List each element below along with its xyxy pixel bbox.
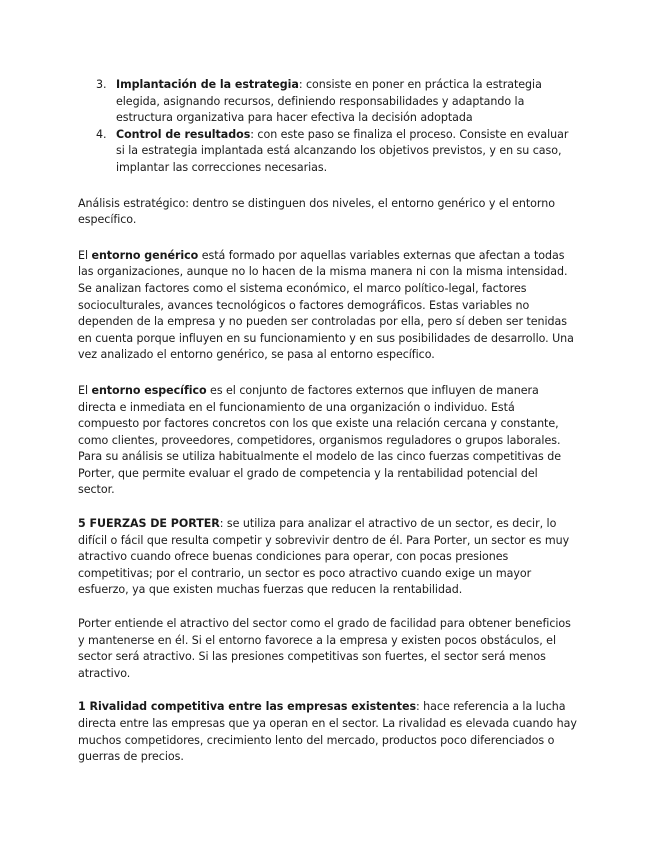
paragraph-text: : hace referencia a la lucha directa entre las empresas que ya operan en el sector. La rivalidad es elevada cuando hay muchos competidores, crecimiento lento del mercado, productos poco diferenciados o guerras de precios. — [78, 700, 577, 764]
paragraph-text: : se utiliza para analizar el atractivo de un sector, es decir, lo difícil o fácil que resulta competir y sobrevivir dentro de él. Para Porter, un sector es muy atractivo cuando ofrece buenas condiciones para operar, con pocas presiones competitivas; por el contrario, un sector es poco atractivo cuando exige un mayor esfuerzo, ya que existen muchas fuerzas que reducen la rentabilidad. — [78, 517, 570, 597]
specific-environment-term: entorno específico — [91, 383, 207, 397]
list-item — [96, 77, 577, 127]
list-item — [96, 127, 577, 177]
paragraph-lead: El — [78, 248, 92, 262]
rivalry-paragraph — [78, 699, 577, 765]
strategy-steps-list — [78, 77, 577, 177]
list-item-term: Control de resultados — [116, 127, 251, 141]
specific-environment-paragraph — [78, 383, 577, 499]
paragraph-text: es el conjunto de factores externos que influyen de manera directa e inmediata en el funcionamiento de una organización o individuo. Está compuesto por factores concretos con los que existe una relación cercana y constante, como clientes, proveedores, competidores, organismos reguladores o grupos laborales. Para su análisis se utiliza habitualmente el modelo de las cinco fuerzas competitivas de Porter, que permite evaluar el grado de competencia y la rentabilidad potencial del sector. — [78, 383, 561, 497]
paragraph-text: está formado por aquellas variables externas que afectan a todas las organizaciones, aunque no lo hacen de la misma manera ni con la misma intensidad. Se analizan factores como el sistema económico, el marco político-legal, factores socioculturales, avances tecnológicos o factores demográficos. Estas variables no dependen de la empresa y no pueden ser controladas por ella, pero sí deben ser tenidas en cuenta porque influyen en su funcionamiento y en sus posibilidades de desarrollo. Una vez analizado el entorno genérico, se pasa al entorno específico. — [78, 248, 574, 362]
porter-forces-paragraph — [78, 516, 577, 599]
list-item-term: Implantación de la estrategia — [116, 78, 299, 91]
list-item-number: 4. — [96, 127, 107, 141]
rivalry-term: 1 Rivalidad competitiva entre las empresas existentes — [78, 700, 416, 714]
paragraph-lead: El — [78, 383, 92, 397]
analysis-intro-paragraph: Análisis estratégico: dentro se distinguen dos niveles, el entorno genérico y el entorno específico. — [78, 196, 555, 227]
list-item-text: : con este paso se finaliza el proceso. Consiste en evaluar si la estrategia implantada está alcanzando los objetivos previstos, y en su caso, implantar las correcciones necesarias. — [116, 127, 569, 174]
generic-environment-term: entorno genérico — [91, 248, 199, 262]
list-item-number: 3. — [96, 78, 107, 91]
generic-environment-paragraph — [78, 248, 577, 364]
porter-attractiveness-paragraph: Porter entiende el atractivo del sector como el grado de facilidad para obtener beneficios y mantenerse en él. Si el entorno favorece a la empresa y existen pocos obstáculos, el sector será atractivo. Si las presiones competitivas son fuertes, el sector será menos atractivo. — [78, 617, 571, 680]
list-item-text: : consiste en poner en práctica la estrategia elegida, asignando recursos, definiendo responsabilidades y adaptando la estructura organizativa para hacer efectiva la decisión adoptada — [116, 78, 542, 125]
porter-forces-term: 5 FUERZAS DE PORTER — [78, 517, 220, 531]
